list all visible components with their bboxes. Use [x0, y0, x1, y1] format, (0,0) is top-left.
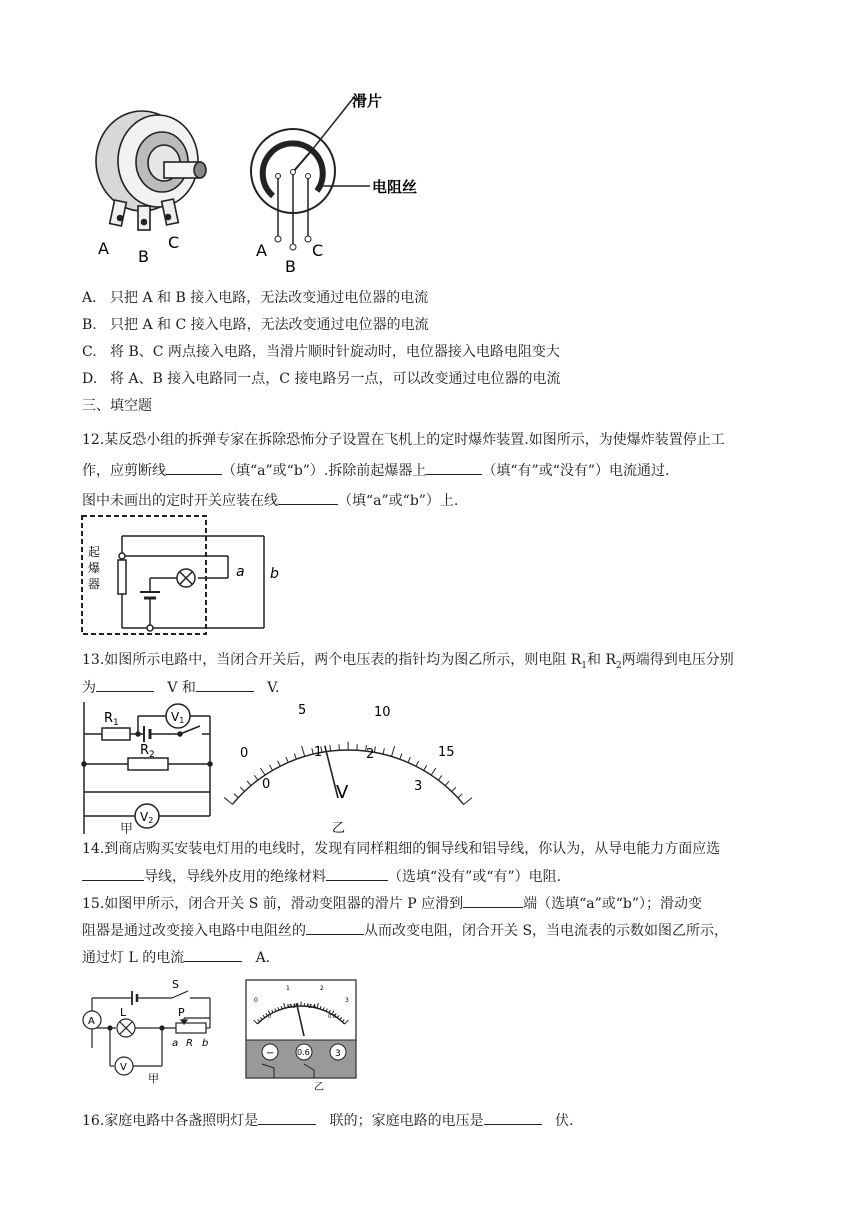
device-label-3: 器 — [88, 577, 101, 591]
rheostat-r-label: R — [186, 1038, 193, 1049]
upper-tick-10: 10 — [374, 705, 391, 720]
lower-tick-1: 1 — [314, 745, 323, 760]
ammeter-label: A — [88, 1016, 95, 1027]
q15-line-1: 15.如图甲所示，闭合开关 S 前，滑动变阻器的滑片 P 应滑到 端（选填“a”或“b”）；滑动变 — [82, 893, 702, 914]
q13-line-1: 13.如图所示电路中，当闭合开关后，两个电压表的指针均为图乙所示，则电阻 $R_1$和 $R_2$两端得到电压分别 — [82, 652, 734, 671]
q13-fig-jia-caption: 甲 — [120, 822, 134, 837]
q11-option-c: C. 将 B、C 两点接入电路，当滑片顺时针旋动时，电位器接入电路电阻变大 — [82, 344, 560, 360]
amm-lower-06: 0.6 — [328, 1014, 336, 1020]
upper-tick-5: 5 — [298, 703, 307, 718]
device-label-2: 爆 — [88, 561, 101, 575]
label-right-b: B — [285, 257, 296, 276]
label-right-a: A — [256, 241, 267, 260]
wire-b-label: b — [270, 566, 279, 582]
lamp-label: L — [120, 1006, 127, 1019]
amm-lower-0: 0 — [268, 1014, 272, 1020]
q14-line-1: 14.到商店购买安装电灯用的电线时，发现有同样粗细的铜导线和铝导线，你认为，从导电能力方面应选 — [82, 841, 721, 857]
potentiometer-schematic — [251, 96, 370, 250]
q15-fig-jia-caption: 甲 — [148, 1072, 159, 1085]
lamp-rheostat-circuit-figure — [80, 978, 230, 1084]
amm-upper-2: 2 — [320, 985, 324, 992]
q12-line-1: 12.某反恐小组的拆弹专家在拆除恐怖分子设置在飞机上的定时爆炸装置.如图所示，为使爆炸装置停止工 — [82, 432, 725, 448]
lower-tick-3: 3 — [414, 779, 423, 794]
q15-line-2: 阻器是通过改变接入电路中电阻丝的 从而改变电阻，闭合开关 S，当电流表的示数如图乙所示， — [82, 920, 728, 941]
potentiometer-3d-drawing — [96, 111, 206, 230]
voltmeter-dial-figure — [232, 700, 472, 836]
q16-line-1: 16.家庭电路中各盏照明灯是 联的；家庭电路的电压是 伏. — [82, 1110, 573, 1131]
voltmeter-label: V — [120, 1062, 127, 1073]
q11-option-b: B. 只把 A 和 C 接入电路，无法改变通过电位器的电流 — [82, 317, 429, 333]
q11-option-d: D. 将 A、B 接入电路同一点，C 接电路另一点，可以改变通过电位器的电流 — [82, 371, 561, 387]
ammeter-dial-figure — [244, 978, 358, 1093]
lower-tick-0: 0 — [262, 777, 271, 792]
voltmeter-circuit-figure — [80, 700, 220, 834]
q15-fig-yi-caption: 乙 — [314, 1082, 324, 1093]
label-left-a: A — [98, 239, 109, 258]
terminal-neg: − — [266, 1048, 275, 1059]
v2-label: V2 — [140, 810, 154, 825]
amm-upper-3: 3 — [345, 997, 349, 1004]
switch-label: S — [172, 978, 179, 991]
amm-upper-1: 1 — [286, 985, 290, 992]
unit-v: V — [336, 782, 349, 803]
q15-line-3: 通过灯 L 的电流 A. — [82, 947, 270, 968]
wire-a-label: a — [236, 564, 245, 580]
amm-upper-0: 0 — [254, 997, 258, 1004]
wire-label: 电阻丝 — [372, 178, 418, 196]
upper-tick-15: 15 — [438, 745, 455, 760]
q12-line-3: 图中未画出的定时开关应装在线 （填“a”或“b”）上. — [82, 490, 458, 511]
v1-label: V1 — [171, 710, 185, 725]
terminal-3: 3 — [335, 1049, 341, 1059]
label-right-c: C — [312, 241, 324, 260]
upper-tick-0: 0 — [240, 746, 249, 761]
potentiometer-figure — [80, 86, 460, 276]
label-left-b: B — [138, 247, 149, 266]
q14-line-2: 导线，导线外皮用的绝缘材料 （选填“没有”或“有”）电阻. — [82, 866, 561, 887]
bomb-circuit-figure — [80, 514, 300, 640]
terminal-b-label: b — [202, 1038, 209, 1049]
amm-lower-02: 0.2 — [288, 1004, 296, 1010]
q13-line-2: 为 V 和 V. — [82, 677, 279, 698]
amm-lower-04: 0.4 — [308, 1004, 316, 1010]
slider-label: 滑片 — [352, 92, 383, 110]
terminal-a-label: a — [172, 1038, 179, 1049]
label-left-c: C — [168, 233, 180, 252]
section-title: 三、填空题 — [82, 398, 152, 414]
r2-label: $R_2$ — [140, 743, 155, 760]
q11-option-a: A. 只把 A 和 B 接入电路，无法改变通过电位器的电流 — [82, 290, 429, 306]
lower-tick-2: 2 — [366, 747, 375, 762]
r1-label: $R_1$ — [104, 711, 119, 728]
terminal-06: 0.6 — [297, 1048, 310, 1057]
q12-line-2: 作，应剪断线 （填“a”或“b”）.拆除前起爆器上 （填“有”或“没有”）电流通过. — [82, 460, 669, 481]
q13-fig-yi-caption: 乙 — [332, 821, 346, 836]
slider-p-label: P — [178, 1006, 185, 1019]
device-label-1: 起 — [88, 545, 101, 559]
